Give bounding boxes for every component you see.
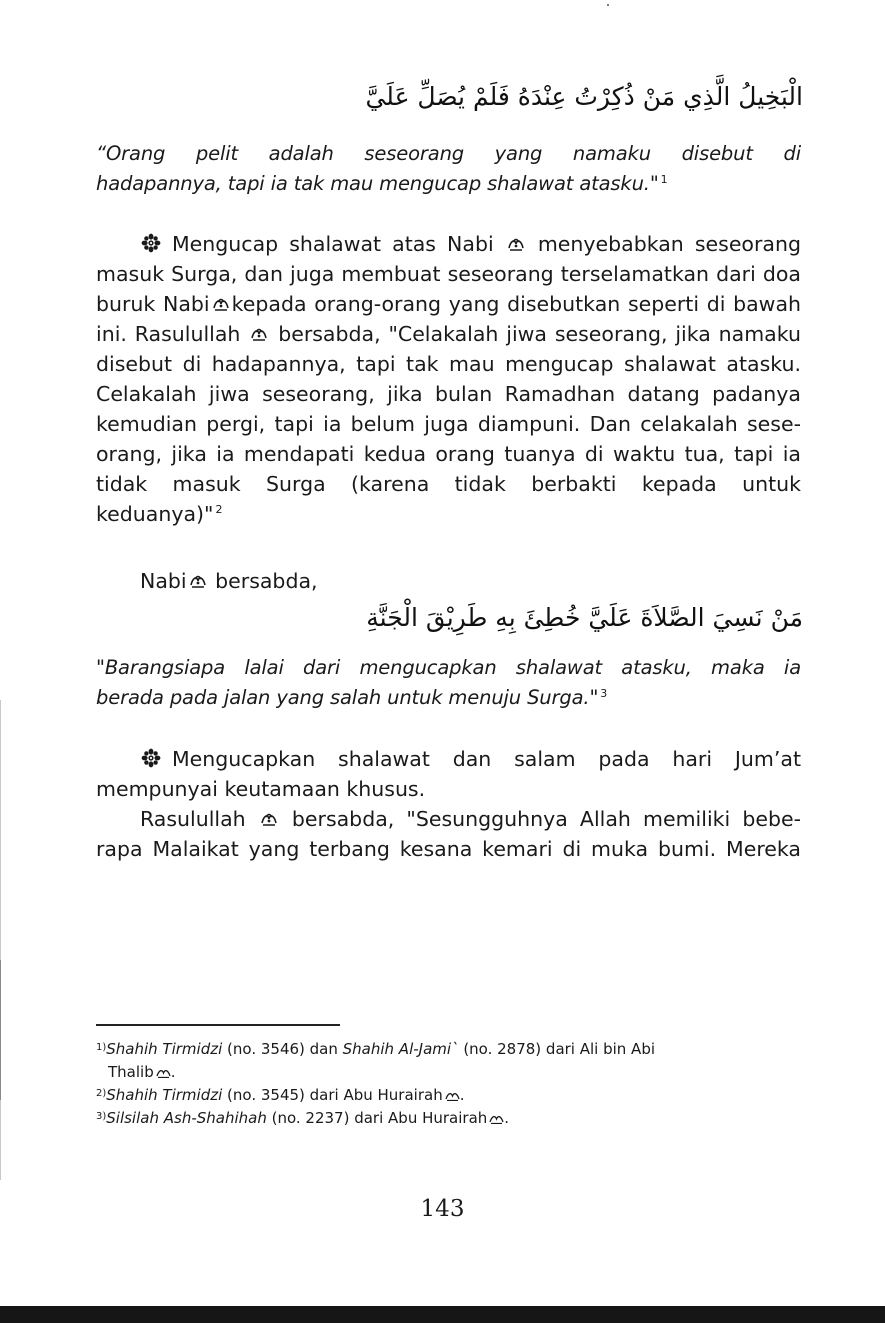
footnote-2: $^{2)}$Shahih Tirmidzi (no. 3545) dari Abu Hurairah .	[96, 1086, 465, 1104]
scan-edge-line	[0, 700, 1, 1180]
footnote-1	[96, 1038, 802, 1084]
translation-line: “Orang pelit adalah seseorang yang namaku disebut di	[96, 142, 801, 165]
paragraph-line: tidak masuk Surga (karena tidak berbakti kepada untuk	[96, 472, 801, 496]
hadith-2-translation	[96, 653, 801, 713]
text-run: (no. 3545) dari Abu Hurairah	[222, 1086, 443, 1104]
nabi-intro	[140, 566, 318, 596]
text-run: Rasulullah	[140, 807, 246, 831]
salawat-honorific-icon	[260, 811, 278, 827]
paragraph-line: mempunyai keutamaan khusus.	[96, 777, 426, 801]
paragraph-friday-virtue	[96, 744, 801, 804]
paragraph-line: masuk Surga, dan juga membuat seseorang terselamatkan dari doa	[96, 262, 801, 286]
text-run: menyebabkan seseorang	[537, 232, 801, 256]
paragraph-line: disebut di hadapannya, tapi tak mau mengucap shalawat atasku.	[96, 352, 801, 376]
radhiyallahu-honorific-icon	[156, 1066, 171, 1078]
text-run: bersabda, "Sesungguhnya Allah memiliki bebe-	[291, 807, 801, 831]
flower-ornament-icon	[140, 748, 162, 768]
footnotes	[96, 1038, 802, 1130]
salawat-honorific-icon	[250, 326, 268, 342]
hadith-1-arabic: الْبَخِيلُ الَّذِي مَنْ ذُكِرْتُ عِنْدَهُ فَلَمْ يُصَلِّ عَلَيَّ	[365, 82, 803, 111]
text-run: (no. 2878) dari Ali bin Abi	[458, 1040, 656, 1058]
paragraph-angels	[96, 804, 801, 864]
footnote-ref: 2	[215, 503, 223, 516]
paragraph-line	[96, 319, 801, 349]
footnote-source: Shahih Tirmidzi	[106, 1040, 223, 1058]
text-run: keduanya)"	[96, 502, 214, 526]
translation-text: berada pada jalan yang salah untuk menuju Surga."	[96, 686, 599, 709]
text-run: ini. Rasulullah	[96, 322, 241, 346]
footnote-source: Shahih Al-Jami`	[342, 1040, 459, 1058]
footnote-number: 2)	[96, 1088, 107, 1099]
scan-bottom-border	[0, 1306, 885, 1323]
translation-line	[96, 683, 801, 713]
footnote-continuation: Thalib .	[108, 1063, 176, 1081]
paragraph-line: rapa Malaikat yang terbang kesana kemari di muka bumi. Mereka	[96, 837, 801, 861]
scan-edge-line	[0, 960, 1, 1100]
paragraph-line	[96, 499, 801, 529]
text-run: kepada orang-orang yang disebutkan seperti di bawah	[231, 292, 802, 316]
salawat-honorific-icon	[189, 573, 207, 589]
footnote-divider	[96, 1024, 340, 1026]
text-run: bersabda, "Celakalah jiwa seseorang, jika namaku	[278, 322, 801, 346]
paragraph-line	[96, 804, 801, 834]
paragraph-line	[96, 229, 801, 259]
footnote-source: Shahih Tirmidzi	[106, 1086, 223, 1104]
text-run: Thalib	[108, 1063, 154, 1081]
translation-line: "Barangsiapa lalai dari mengucapkan shalawat atasku, maka ia	[96, 656, 801, 679]
paragraph-line: orang, jika ia mendapati kedua orang tuanya di waktu tua, tapi ia	[96, 442, 801, 466]
text-run: bersabda,	[215, 569, 318, 593]
text-run: buruk Nabi	[96, 292, 210, 316]
footnote-number: 1)	[96, 1042, 107, 1053]
hadith-2-arabic: مَنْ نَسِيَ الصَّلاَةَ عَلَيَّ خُطِئَ بِهِ طَرِيْقَ الْجَنَّةِ	[366, 603, 803, 632]
paragraph-line: Celakalah jiwa seseorang, jika bulan Ramadhan datang padanya	[96, 382, 801, 406]
scan-speck	[607, 4, 609, 6]
paragraph-line	[96, 289, 801, 319]
text-run: Nabi	[140, 569, 187, 593]
translation-line	[96, 169, 801, 199]
text-run: Mengucapkan shalawat dan salam pada hari Jum’at	[172, 747, 801, 771]
footnote-source: Silsilah Ash-Shahihah	[106, 1109, 267, 1127]
footnote-ref: 3	[600, 687, 608, 700]
footnote-3: $^{3)}$Silsilah Ash-Shahihah (no. 2237) dari Abu Hurairah .	[96, 1109, 510, 1127]
radhiyallahu-honorific-icon	[445, 1089, 460, 1101]
paragraph-shalawat-benefits	[96, 229, 801, 529]
paragraph-line	[96, 744, 801, 774]
flower-ornament-icon	[140, 233, 162, 253]
page-number: 143	[420, 1196, 465, 1222]
salawat-honorific-icon	[507, 236, 525, 252]
translation-text: hadapannya, tapi ia tak mau mengucap shalawat atasku."	[96, 172, 659, 195]
text-run: (no. 2237) dari Abu Hurairah	[266, 1109, 488, 1127]
text-run: Mengucap shalawat atas Nabi	[172, 232, 494, 256]
footnote-number: 3)	[96, 1111, 107, 1122]
text-run: (no. 3546) dan	[222, 1040, 343, 1058]
hadith-1-translation	[96, 139, 801, 199]
salawat-honorific-icon	[212, 296, 230, 312]
footnote-ref: 1	[660, 173, 668, 186]
radhiyallahu-honorific-icon	[489, 1112, 504, 1124]
paragraph-line: kemudian pergi, tapi ia belum juga diampuni. Dan celakalah sese-	[96, 412, 801, 436]
